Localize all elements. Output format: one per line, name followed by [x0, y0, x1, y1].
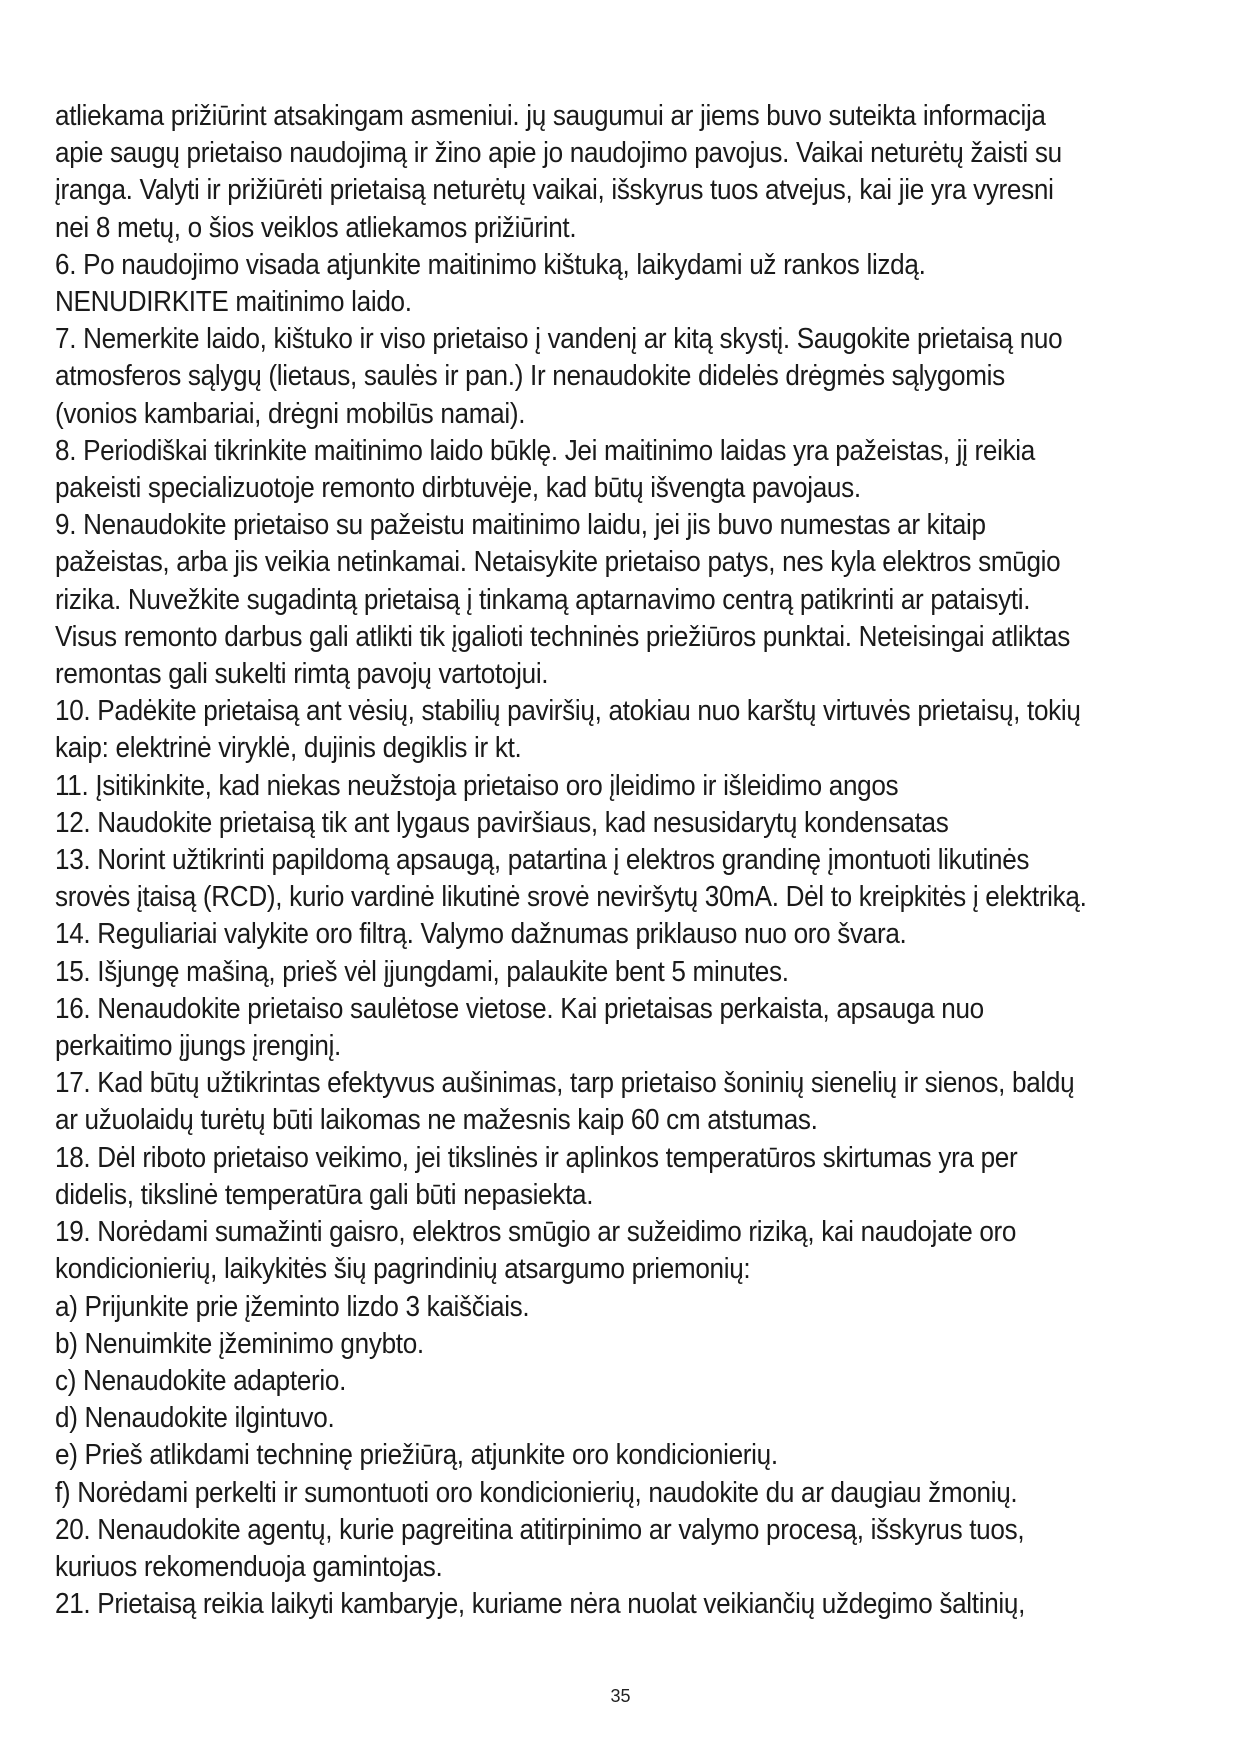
text-line: 13. Norint užtikrinti papildomą apsaugą, patartina į elektros grandinę įmontuoti likutinės — [55, 844, 1030, 877]
text-line: d) Nenaudokite ilgintuvo. — [55, 1402, 335, 1435]
text-line: 20. Nenaudokite agentų, kurie pagreitina atitirpinimo ar valymo procesą, išskyrus tuos, — [55, 1513, 1025, 1546]
text-line: 9. Nenaudokite prietaiso su pažeistu maitinimo laidu, jei jis buvo numestas ar kitaip — [55, 509, 986, 542]
text-line: rizika. Nuvežkite sugadintą prietaisą į tinkamą aptarnavimo centrą patikrinti ar pataisyti. — [55, 583, 1031, 616]
text-line: a) Prijunkite prie įžeminto lizdo 3 kaiščiais. — [55, 1290, 530, 1323]
text-line: 17. Kad būtų užtikrintas efektyvus aušinimas, tarp prietaiso šoninių sienelių ir sienos, baldų — [55, 1067, 1075, 1100]
text-line: kuriuos rekomenduoja gamintojas. — [55, 1550, 443, 1583]
text-line: f) Norėdami perkelti ir sumontuoti oro kondicionierių, naudokite du ar daugiau žmonių. — [55, 1476, 1018, 1509]
text-line: ar užuolaidų turėtų būti laikomas ne mažesnis kaip 60 cm atstumas. — [55, 1104, 818, 1137]
text-line: (vonios kambariai, drėgni mobilūs namai). — [55, 397, 526, 430]
text-line: NENUDIRKITE maitinimo laido. — [55, 286, 412, 319]
text-line: 7. Nemerkite laido, kištuko ir viso prietaiso į vandenį ar kitą skystį. Saugokite prietaisą nuo — [55, 323, 1063, 356]
text-line: kaip: elektrinė viryklė, dujinis degiklis ir kt. — [55, 732, 522, 765]
text-line: didelis, tikslinė temperatūra gali būti nepasiekta. — [55, 1178, 594, 1211]
text-line: 18. Dėl riboto prietaiso veikimo, jei tikslinės ir aplinkos temperatūros skirtumas yra per — [55, 1141, 1018, 1174]
text-line: 8. Periodiškai tikrinkite maitinimo laido būklę. Jei maitinimo laidas yra pažeistas, jį reikia — [55, 434, 1036, 467]
text-line: 21. Prietaisą reikia laikyti kambaryje, kuriame nėra nuolat veikiančių uždegimo šaltinių, — [55, 1588, 1026, 1621]
text-line: 11. Įsitikinkite, kad niekas neužstoja prietaiso oro įleidimo ir išleidimo angos — [55, 769, 899, 802]
text-line: e) Prieš atlikdami techninę priežiūrą, atjunkite oro kondicionierių. — [55, 1439, 778, 1472]
text-line: c) Nenaudokite adapterio. — [55, 1364, 347, 1397]
text-line: įranga. Valyti ir prižiūrėti prietaisą neturėtų vaikai, išskyrus tuos atvejus, kai jie yra vyresni — [55, 174, 1054, 207]
text-line: nei 8 metų, o šios veiklos atliekamos prižiūrint. — [55, 211, 577, 244]
text-line: 10. Padėkite prietaisą ant vėsių, stabilių paviršių, atokiau nuo karštų virtuvės prietaisų, tokių — [55, 695, 1081, 728]
text-line: atliekama prižiūrint atsakingam asmeniui. jų saugumui ar jiems buvo suteikta informacija — [55, 100, 1046, 132]
text-line: 19. Norėdami sumažinti gaisro, elektros smūgio ar sužeidimo riziką, kai naudojate oro — [55, 1216, 1017, 1249]
text-line: b) Nenuimkite įžeminimo gnybto. — [55, 1327, 424, 1360]
body-text — [55, 98, 1190, 1623]
page-number: 35 — [610, 1686, 631, 1706]
text-line: 14. Reguliariai valykite oro filtrą. Valymo dažnumas priklauso nuo oro švara. — [55, 918, 907, 951]
text-line: perkaitimo įjungs įrenginį. — [55, 1030, 341, 1063]
text-line: pakeisti specializuotoje remonto dirbtuvėje, kad būtų išvengta pavojaus. — [55, 472, 861, 505]
text-line: Visus remonto darbus gali atlikti tik įgalioti techninės priežiūros punktai. Neteisingai atliktas — [55, 620, 1070, 653]
text-line: pažeistas, arba jis veikia netinkamai. Netaisykite prietaiso patys, nes kyla elektros smūgio — [55, 546, 1061, 579]
text-line: srovės įtaisą (RCD), kurio vardinė likutinė srovė neviršytų 30mA. Dėl to kreipkitės į elektriką. — [55, 881, 1087, 914]
text-line: atmosferos sąlygų (lietaus, saulės ir pan.) Ir nenaudokite didelės drėgmės sąlygomis — [55, 360, 1005, 393]
text-line: 12. Naudokite prietaisą tik ant lygaus paviršiaus, kad nesusidarytų kondensatas — [55, 806, 949, 839]
text-line: 6. Po naudojimo visada atjunkite maitinimo kištuką, laikydami už rankos lizdą. — [55, 248, 926, 281]
text-line: kondicionierių, laikykitės šių pagrindinių atsargumo priemonių: — [55, 1253, 751, 1286]
text-line: 16. Nenaudokite prietaiso saulėtose vietose. Kai prietaisas perkaista, apsauga nuo — [55, 992, 984, 1025]
text-line: 15. Išjungę mašiną, prieš vėl įjungdami, palaukite bent 5 minutes. — [55, 955, 789, 988]
text-line: remontas gali sukelti rimtą pavojų vartotojui. — [55, 658, 549, 691]
text-line: apie saugų prietaiso naudojimą ir žino apie jo naudojimo pavojus. Vaikai neturėtų žaisti su — [55, 137, 1062, 170]
